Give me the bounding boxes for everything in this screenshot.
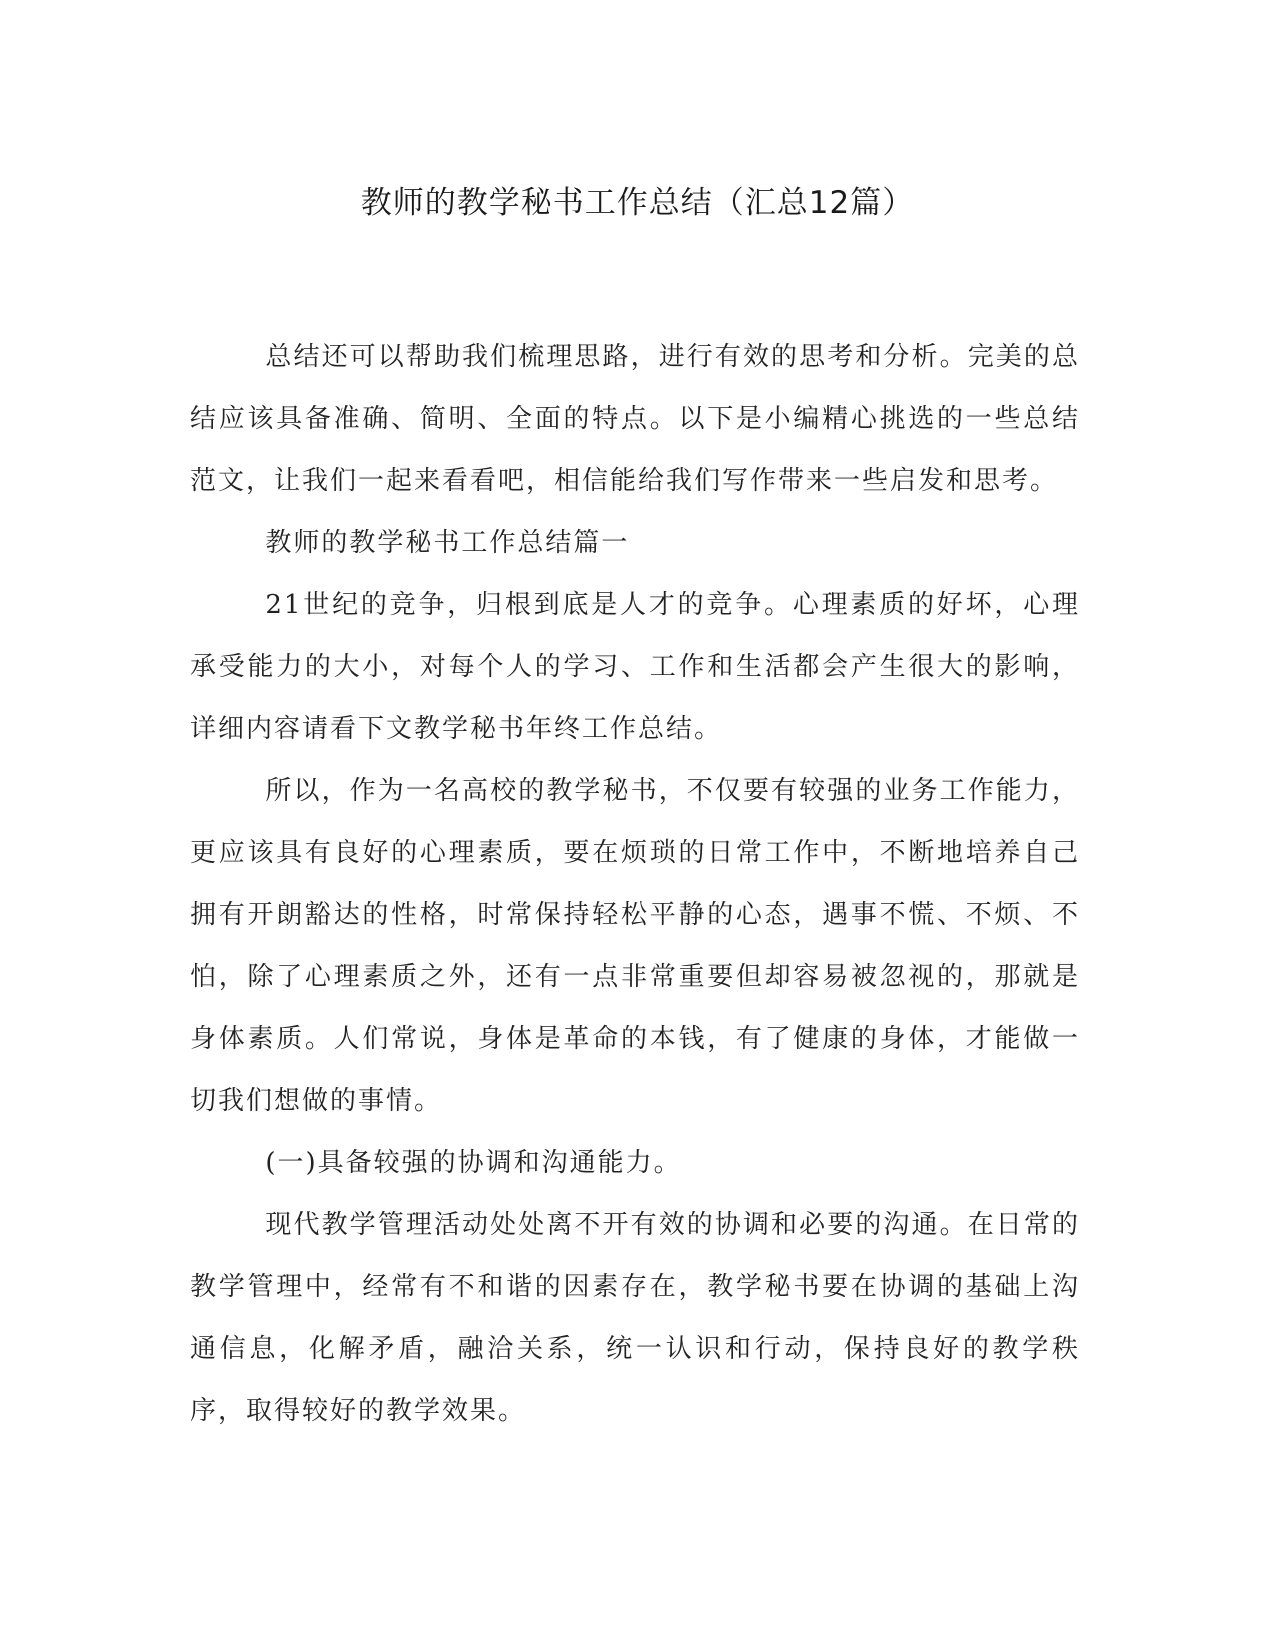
- paragraph: 21世纪的竞争，归根到底是人才的竞争。心理素质的好坏，心理承受能力的大小，对每个人的学习、工作和生活都会产生很大的影响，详细内容请看下文教学秘书年终工作总结。: [190, 590, 1080, 744]
- document-title: 教师的教学秘书工作总结（汇总12篇）: [360, 185, 915, 221]
- paragraph: 所以，作为一名高校的教学秘书，不仅要有较强的业务工作能力，更应该具有良好的心理素质，要在烦琐的日常工作中，不断地培养自己拥有开朗豁达的性格，时常保持轻松平静的心态，遇事不慌、不烦、不怕，除了心理素质之外，还有一点非常重要但却容易被忽视的，那就是身体素质。人们常说，身体是革命的本钱，有了健康的身体，才能做一切我们想做的事情。: [190, 776, 1080, 1116]
- paragraph-intro: 总结还可以帮助我们梳理思路，进行有效的思考和分析。完美的总结应该具备准确、简明、全面的特点。以下是小编精心挑选的一些总结范文，让我们一起来看看吧，相信能给我们写作带来一些启发和思考。: [190, 342, 1080, 496]
- paragraph: 现代教学管理活动处处离不开有效的协调和必要的沟通。在日常的教学管理中，经常有不和谐的因素存在，教学秘书要在协调的基础上沟通信息，化解矛盾，融洽关系，统一认识和行动，保持良好的教学秩序，取得较好的教学效果。: [190, 1210, 1080, 1426]
- section-heading: 教师的教学秘书工作总结篇一: [265, 528, 630, 558]
- document-body: [190, 326, 1080, 1442]
- subheading: (一)具备较强的协调和沟通能力。: [265, 1148, 682, 1178]
